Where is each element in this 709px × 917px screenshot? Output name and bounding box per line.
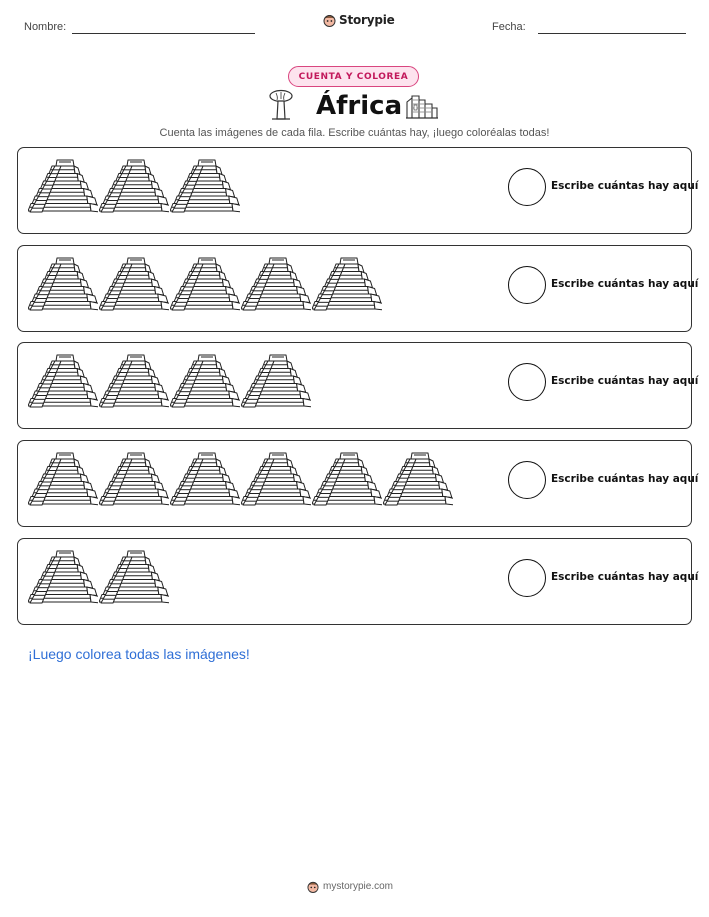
name-label: Nombre: bbox=[24, 21, 67, 33]
footer-note: ¡Luego colorea todas las imágenes! bbox=[28, 646, 250, 662]
date-label: Fecha: bbox=[492, 21, 526, 33]
storypie-mascot-icon bbox=[307, 880, 319, 893]
answer-circle[interactable] bbox=[508, 266, 546, 304]
pyramid-icon bbox=[312, 449, 382, 509]
pyramid-icon bbox=[99, 449, 169, 509]
count-row bbox=[17, 440, 699, 527]
pyramid-icon bbox=[312, 254, 382, 314]
page-title: África bbox=[316, 91, 403, 121]
pyramid-icon bbox=[241, 254, 311, 314]
pyramid-icon bbox=[99, 547, 169, 607]
pyramid-icon bbox=[28, 254, 98, 314]
row-label: Escribe cuántas hay aquí bbox=[551, 278, 699, 290]
pyramid-icon bbox=[170, 351, 240, 411]
count-row bbox=[17, 245, 699, 332]
answer-circle[interactable] bbox=[508, 461, 546, 499]
pyramid-icon bbox=[28, 351, 98, 411]
row-label: Escribe cuántas hay aquí bbox=[551, 473, 699, 485]
activity-badge: CUENTA Y COLOREA bbox=[288, 66, 419, 87]
pyramid-icon bbox=[99, 351, 169, 411]
ruins-icon bbox=[405, 92, 439, 120]
answer-circle[interactable] bbox=[508, 559, 546, 597]
pyramid-icon bbox=[99, 254, 169, 314]
answer-circle[interactable] bbox=[508, 363, 546, 401]
date-line[interactable] bbox=[538, 33, 686, 34]
answer-circle[interactable] bbox=[508, 168, 546, 206]
pyramid-icon bbox=[241, 351, 311, 411]
baobab-tree-icon bbox=[268, 89, 294, 121]
pyramid-icon bbox=[28, 449, 98, 509]
row-label: Escribe cuántas hay aquí bbox=[551, 375, 699, 387]
count-row bbox=[17, 538, 699, 625]
pyramid-icon bbox=[383, 449, 453, 509]
instructions: Cuenta las imágenes de cada fila. Escribe cuántas hay, ¡luego coloréalas todas! bbox=[159, 127, 550, 139]
pyramid-icon bbox=[241, 449, 311, 509]
pyramid-icon bbox=[170, 254, 240, 314]
pyramid-icon bbox=[28, 156, 98, 216]
row-label: Escribe cuántas hay aquí bbox=[551, 571, 699, 583]
row-label: Escribe cuántas hay aquí bbox=[551, 180, 699, 192]
website-footer bbox=[307, 880, 393, 893]
website-url: mystorypie.com bbox=[323, 881, 394, 892]
brand-logo bbox=[323, 13, 395, 27]
brand-name: Storypie bbox=[339, 13, 395, 27]
count-row bbox=[17, 147, 699, 234]
count-row bbox=[17, 342, 699, 429]
name-line[interactable] bbox=[72, 33, 255, 34]
pyramid-icon bbox=[99, 156, 169, 216]
pyramid-icon bbox=[170, 449, 240, 509]
pyramid-icon bbox=[170, 156, 240, 216]
storypie-mascot-icon bbox=[323, 13, 336, 27]
pyramid-icon bbox=[28, 547, 98, 607]
